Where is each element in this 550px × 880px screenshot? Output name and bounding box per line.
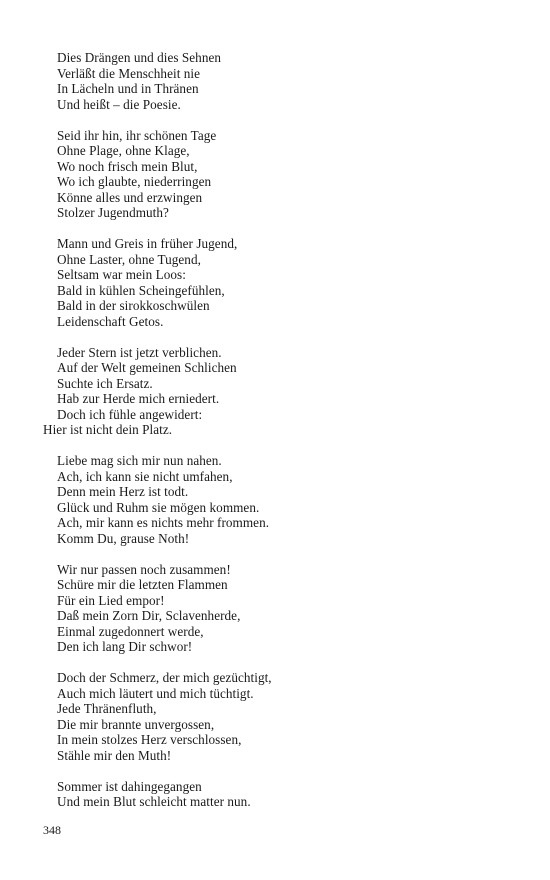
poem-line: Wo ich glaubte, niederringen [57,174,212,189]
poem-line: Hab zur Herde mich erniedert. [57,391,220,406]
poem-line: Und heißt – die Poesie. [57,96,181,112]
poem-line: Daß mein Zorn Dir, Sclavenherde, [57,608,241,623]
poem-line: Dies Drängen und dies Sehnen [57,50,222,65]
stanza [57,50,497,112]
poem-line: Für ein Lied empor! [57,592,165,608]
poem-line: Auch mich läutert und mich tüchtigt. [57,685,254,701]
poem-line: Jeder Stern ist jetzt verblichen. [57,344,222,360]
poem-line: Seid ihr hin, ihr schönen Tage [57,127,217,143]
poem-line: Einmal zugedonnert werde, [57,623,204,639]
poem-line: Komm Du, grause Noth! [57,530,190,546]
poem-line: Denn mein Herz ist todt. [57,484,189,499]
poem-line: Wo noch frisch mein Blut, [57,158,198,174]
page-number: 348 [43,823,61,837]
stanza [57,670,497,763]
poem-line: Mann und Greis in früher Jugend, [57,236,238,251]
poem-line: Verläßt die Menschheit nie [57,65,201,81]
stanza [57,453,497,546]
poem-line: Suchte ich Ersatz. [57,375,153,391]
poem-line: In mein stolzes Herz verschlossen, [57,732,242,747]
poem-line: Leidenschaft Getos. [57,313,164,329]
poem-line: Ach, mir kann es nichts mehr frommen. [57,515,270,530]
poem-body [43,50,497,825]
poem-line: Stähle mir den Muth! [57,747,172,763]
poem-line: Den ich lang Dir schwor! [57,639,193,654]
stanza [43,344,497,438]
stanza [57,779,497,810]
poem-line: Die mir brannte unvergossen, [57,716,215,732]
poem-line: Bald in kühlen Scheingefühlen, [57,282,225,298]
stanza [57,236,497,329]
poem-line: Hier ist nicht dein Platz. [43,422,173,437]
poem-line: Auf der Welt gemeinen Schlichen [57,360,237,375]
poem-line: In Lächeln und in Thränen [57,81,199,96]
poem-line: Bald in der sirokkoschwülen [57,298,210,313]
poem-line: Könne alles und erzwingen [57,189,203,205]
poem-line: Und mein Blut schleicht matter nun. [57,794,251,809]
stanza [57,128,497,221]
poem-line: Ohne Plage, ohne Klage, [57,143,190,158]
stanza [57,562,497,655]
poem-line: Ach, ich kann sie nicht umfahen, [57,468,233,484]
poem-line: Liebe mag sich mir nun nahen. [57,453,222,468]
poem-line: Doch der Schmerz, der mich gezüchtigt, [57,670,272,685]
poem-line: Stolzer Jugendmuth? [57,205,169,220]
poem-line: Doch ich fühle angewidert: [57,406,203,422]
poem-line: Wir nur passen noch zusammen! [57,561,231,577]
poem-line: Glück und Ruhm sie mögen kommen. [57,499,260,515]
poem-line: Ohne Laster, ohne Tugend, [57,251,201,267]
poem-line: Schüre mir die letzten Flammen [57,577,228,592]
poem-line: Seltsam war mein Loos: [57,267,186,282]
poem-line: Sommer ist dahingegangen [57,778,202,794]
poem-line: Jede Thränenfluth, [57,701,157,716]
